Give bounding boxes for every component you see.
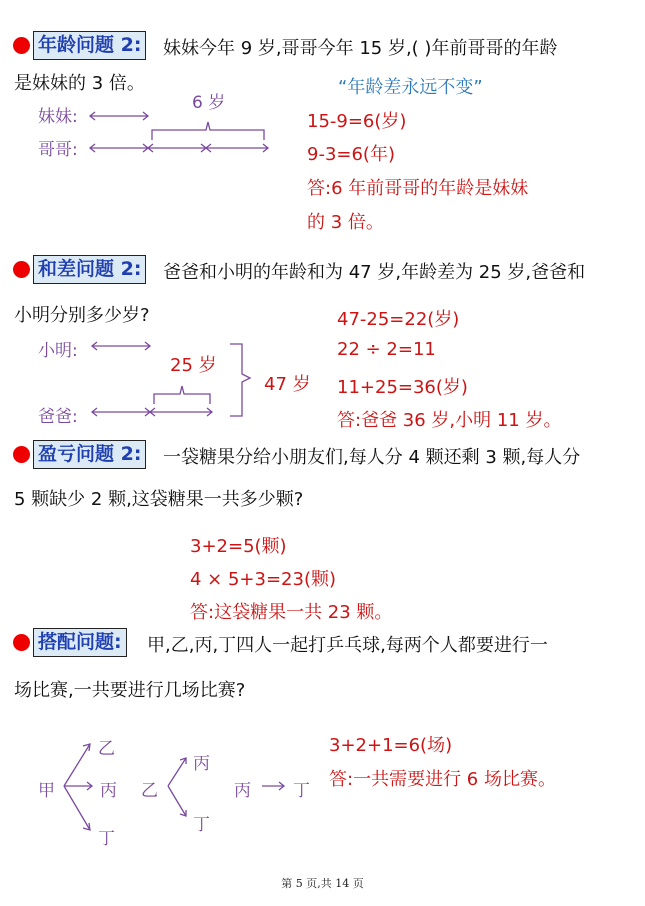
person-jia: 甲 xyxy=(38,781,55,801)
problem-text: 是妹妹的 3 倍。 xyxy=(14,73,145,94)
person-bing: 丙 xyxy=(193,754,210,774)
hint-note: “年龄差永远不变” xyxy=(338,77,483,98)
problem-text: 场比赛,一共要进行几场比赛? xyxy=(14,680,246,701)
solution-step: 9-3=6(年) xyxy=(307,144,395,165)
answer-line: 答:一共需要进行 6 场比赛。 xyxy=(329,769,556,790)
brace-label: 25 岁 xyxy=(170,355,217,376)
problem-tag: 和差问题 2: xyxy=(33,255,146,284)
answer-line: 答:爸爸 36 岁,小明 11 岁。 xyxy=(337,410,562,431)
person-bing: 丙 xyxy=(100,781,117,801)
problem-tag: 搭配问题: xyxy=(33,628,127,657)
problem-text: 甲,乙,丙,丁四人一起打乒乓球,每两个人都要进行一 xyxy=(147,635,548,656)
problem-text: 5 颗缺少 2 颗,这袋糖果一共多少颗? xyxy=(14,489,304,510)
problem-tag: 盈亏问题 2: xyxy=(33,440,146,469)
person-ding: 丁 xyxy=(293,781,310,801)
brace-label: 6 岁 xyxy=(192,93,226,113)
solution-step: 47-25=22(岁) xyxy=(337,309,460,330)
problem-tag: 年龄问题 2: xyxy=(33,31,146,60)
solution-step: 22 ÷ 2=11 xyxy=(337,339,436,360)
answer-line: 答:这袋糖果一共 23 颗。 xyxy=(190,602,393,623)
person-ding: 丁 xyxy=(98,829,115,849)
person-yi: 乙 xyxy=(98,739,115,759)
solution-step: 3+2+1=6(场) xyxy=(329,735,453,756)
problem-text: 小明分别多少岁? xyxy=(14,305,150,326)
person-ding: 丁 xyxy=(193,815,210,835)
diagram-label: 爸爸: xyxy=(38,407,78,427)
diagram-label: 哥哥: xyxy=(38,140,78,160)
problem-text: 爸爸和小明的年龄和为 47 岁,年龄差为 25 岁,爸爸和 xyxy=(163,262,586,283)
problem-text: 一袋糖果分给小朋友们,每人分 4 颗还剩 3 颗,每人分 xyxy=(163,447,581,468)
solution-step: 15-9=6(岁) xyxy=(307,111,407,132)
diagram-label: 妹妹: xyxy=(38,107,78,127)
problem-text: 妹妹今年 9 岁,哥哥今年 15 岁,( )年前哥哥的年龄 xyxy=(163,38,558,59)
total-label: 47 岁 xyxy=(264,374,311,395)
solution-step: 4 × 5+3=23(颗) xyxy=(190,569,336,590)
diagram-label: 小明: xyxy=(38,341,78,361)
answer-line: 的 3 倍。 xyxy=(307,212,384,233)
solution-step: 3+2=5(颗) xyxy=(190,536,287,557)
solution-step: 11+25=36(岁) xyxy=(337,377,468,398)
person-yi: 乙 xyxy=(141,781,158,801)
page-footer: 第 5 页,共 14 页 xyxy=(281,877,364,890)
person-bing: 丙 xyxy=(234,781,251,801)
answer-line: 答:6 年前哥哥的年龄是妹妹 xyxy=(307,178,529,199)
pairing-diagram xyxy=(0,0,330,860)
